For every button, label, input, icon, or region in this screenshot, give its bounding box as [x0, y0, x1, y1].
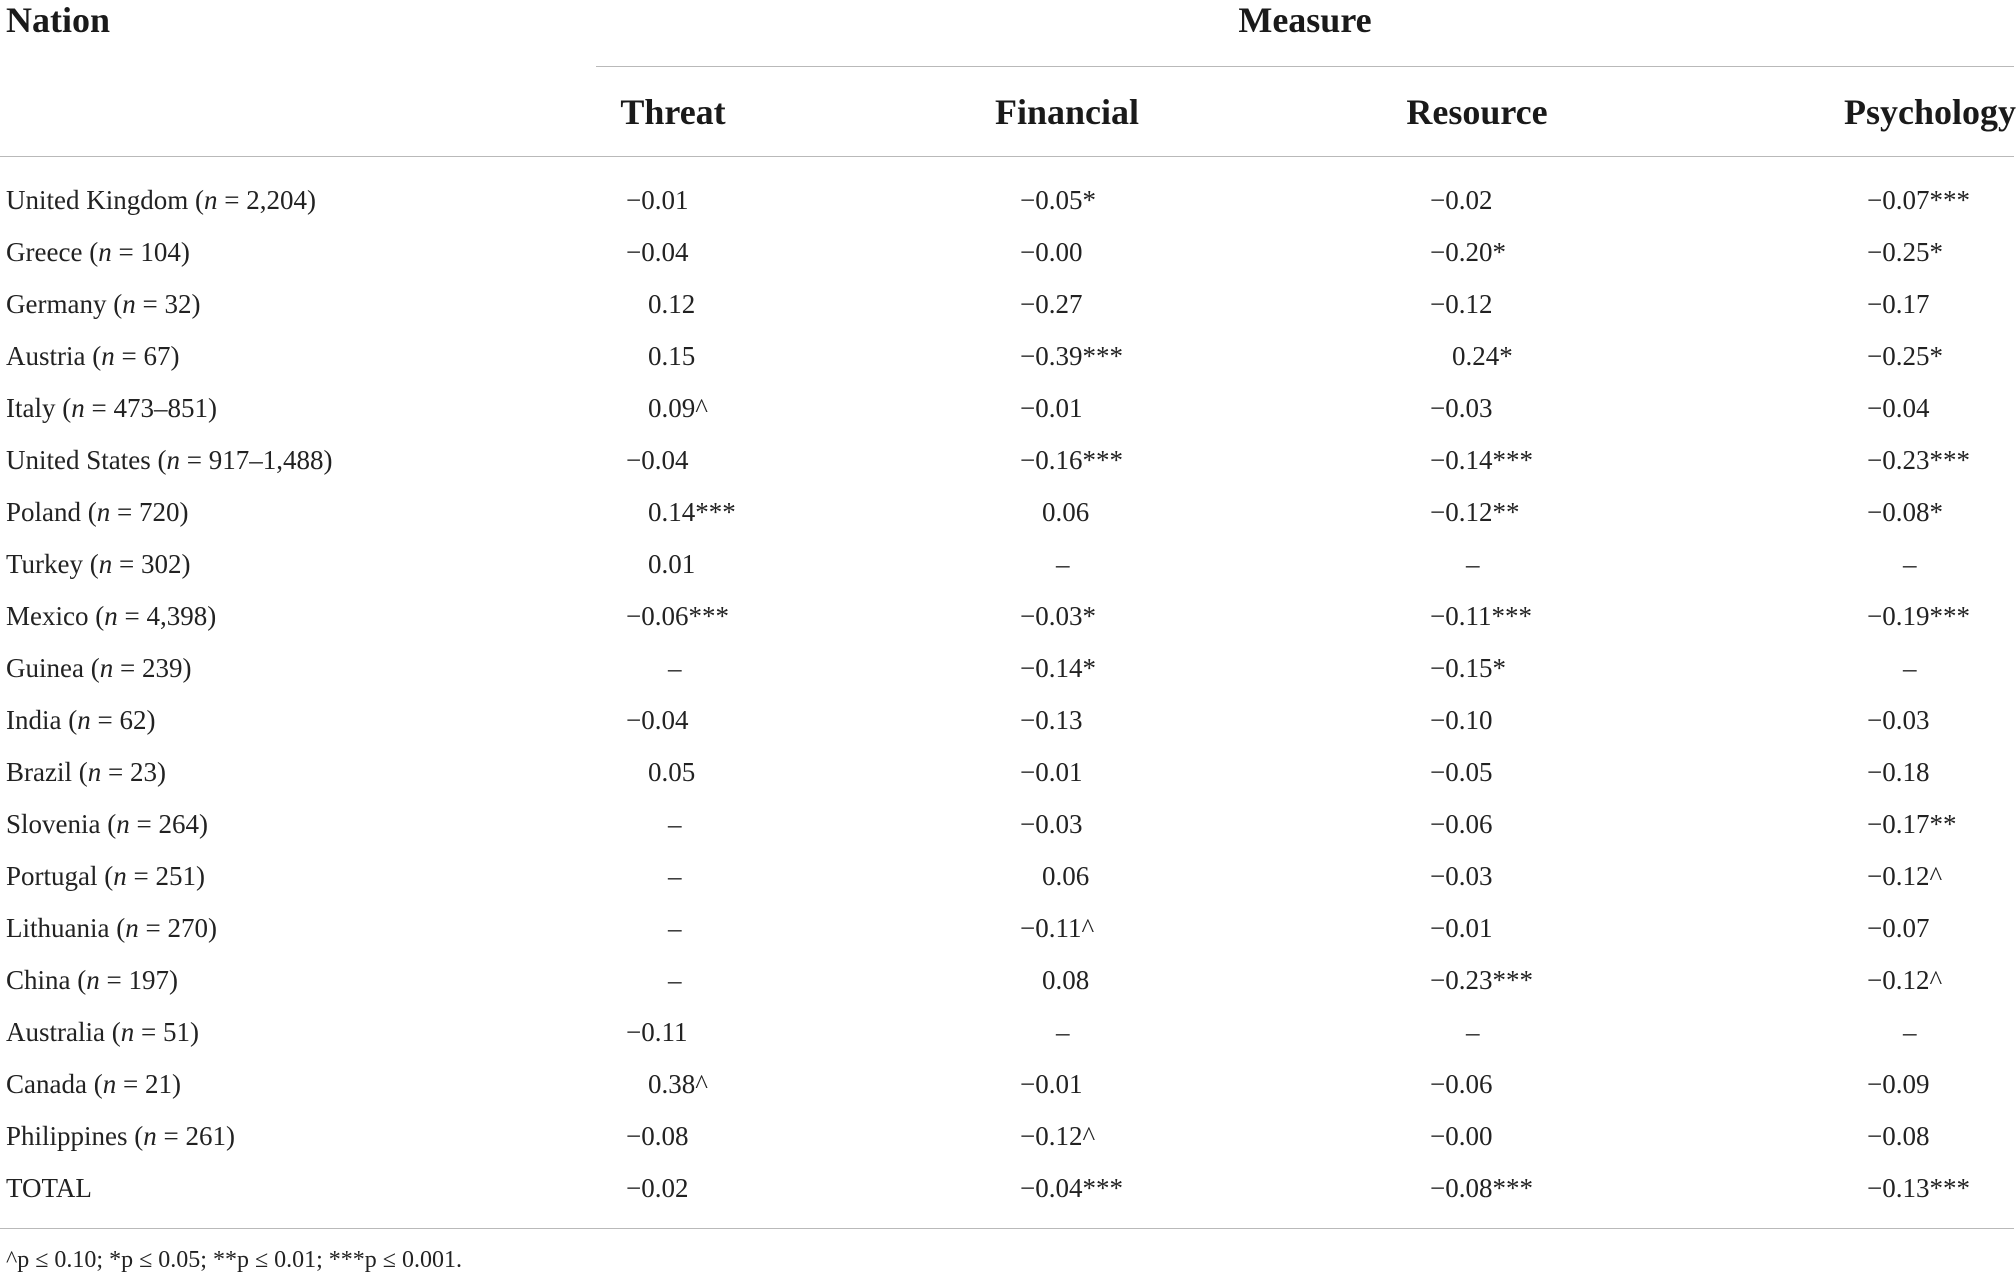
threat-value: −0.04 [626, 237, 689, 267]
table-row [0, 1010, 2016, 1062]
resource-value: −0.06 [1430, 1069, 1493, 1099]
sample-size-suffix: ) [189, 1017, 199, 1047]
nation-name: China [6, 965, 71, 995]
table-row [0, 1062, 2016, 1114]
nation-cell [6, 1166, 92, 1210]
nation-name: Lithuania [6, 913, 110, 943]
threat-value: 0.12 [648, 289, 696, 319]
sample-size: 197 [128, 965, 169, 995]
financial-value: −0.03* [1020, 601, 1096, 631]
nation-cell [6, 386, 217, 430]
sample-size-prefix: (n = [70, 965, 129, 995]
threat-value: −0.11 [626, 1017, 688, 1047]
financial-value: −0.16*** [1020, 445, 1123, 475]
sample-size: 720 [139, 497, 180, 527]
nation-name: India [6, 705, 62, 735]
psychology-value: −0.12^ [1867, 861, 1943, 891]
nation-name: Italy [6, 393, 56, 423]
sample-size: 32 [164, 289, 192, 319]
sample-size-suffix: ) [168, 965, 178, 995]
psychology-value: −0.13*** [1867, 1173, 1970, 1203]
resource-value: −0.03 [1430, 393, 1493, 423]
table-row [0, 854, 2016, 906]
sample-size: 51 [162, 1017, 190, 1047]
financial-value: – [1056, 549, 1070, 579]
sample-size-prefix: (n = [83, 653, 142, 683]
sample-size: 251 [155, 861, 196, 891]
table-row [0, 282, 2016, 334]
financial-value: −0.01 [1020, 393, 1083, 423]
threat-value: – [668, 965, 682, 995]
resource-value: −0.01 [1430, 913, 1493, 943]
sample-size: 302 [141, 549, 182, 579]
sample-size: 261 [185, 1121, 226, 1151]
resource-value: −0.00 [1430, 1121, 1493, 1151]
threat-value: 0.14*** [648, 497, 736, 527]
sample-size: 473–851 [113, 393, 208, 423]
threat-value: −0.04 [626, 705, 689, 735]
financial-value: −0.05* [1020, 185, 1096, 215]
financial-value: −0.00 [1020, 237, 1083, 267]
nation-name: Canada [6, 1069, 87, 1099]
table-row [0, 490, 2016, 542]
financial-value: −0.27 [1020, 289, 1083, 319]
nation-name: Portugal [6, 861, 98, 891]
resource-value: −0.08*** [1430, 1173, 1533, 1203]
nation-name: Brazil [6, 757, 72, 787]
sample-size: 104 [140, 237, 181, 267]
nation-name: Greece [6, 237, 83, 267]
nation-name: Austria [6, 341, 86, 371]
table-row [0, 230, 2016, 282]
resource-value: 0.24* [1452, 341, 1513, 371]
sample-size-suffix: ) [180, 237, 190, 267]
table-row [0, 386, 2016, 438]
nation-cell [6, 230, 190, 274]
psychology-value: −0.17** [1867, 809, 1957, 839]
threat-value: – [668, 861, 682, 891]
column-header-financial: Financial [994, 92, 1140, 132]
psychology-value: – [1903, 549, 1917, 579]
sample-size-suffix: ) [306, 185, 316, 215]
table-footnote [6, 1240, 462, 1280]
nation-name: Philippines [6, 1121, 128, 1151]
table-row [0, 438, 2016, 490]
table-row [0, 334, 2016, 386]
table-row [0, 698, 2016, 750]
threat-value: −0.06*** [626, 601, 729, 631]
sample-size: 917–1,488 [208, 445, 324, 475]
psychology-value: −0.17 [1867, 289, 1930, 319]
bottom-divider [0, 1228, 2014, 1229]
financial-value: −0.12^ [1020, 1121, 1096, 1151]
psychology-value: −0.04 [1867, 393, 1930, 423]
resource-value: −0.12 [1430, 289, 1493, 319]
nation-name: Poland [6, 497, 82, 527]
psychology-value: −0.25* [1867, 341, 1943, 371]
psychology-value: – [1903, 653, 1917, 683]
nation-cell [6, 646, 191, 690]
resource-value: −0.03 [1430, 861, 1493, 891]
sample-size-prefix: (n = [86, 1069, 145, 1099]
sample-size-prefix: (n = [109, 913, 168, 943]
table-body [0, 178, 2016, 1218]
psychology-value: −0.23*** [1867, 445, 1970, 475]
resource-value: −0.10 [1430, 705, 1493, 735]
nation-cell [6, 490, 189, 534]
psychology-value: −0.12^ [1867, 965, 1943, 995]
nation-cell [6, 906, 217, 950]
financial-value: −0.01 [1020, 1069, 1083, 1099]
nation-name: Turkey [6, 549, 84, 579]
nation-cell [6, 334, 179, 378]
sample-size-suffix: ) [195, 861, 205, 891]
sample-size: 239 [141, 653, 183, 683]
threat-value: −0.08 [626, 1121, 689, 1151]
psychology-value: −0.18 [1867, 757, 1930, 787]
nation-name: Guinea [6, 653, 84, 683]
nation-cell [6, 802, 208, 846]
table-row [0, 1166, 2016, 1218]
sample-size: 264 [158, 809, 199, 839]
nation-name: United Kingdom [6, 185, 189, 215]
resource-value: – [1466, 1017, 1480, 1047]
nation-name: TOTAL [6, 1173, 92, 1203]
threat-value: −0.01 [626, 185, 689, 215]
sample-size-prefix: (n = [81, 497, 139, 527]
psychology-value: −0.07 [1867, 913, 1930, 943]
table-row [0, 646, 2016, 698]
sample-size-prefix: (n = [88, 601, 147, 631]
threat-value: −0.02 [626, 1173, 689, 1203]
threat-value: – [668, 809, 682, 839]
sample-size: 270 [167, 913, 208, 943]
sample-size-prefix: (n = [150, 445, 209, 475]
column-header-psychology: Psychology [1843, 92, 2016, 132]
sample-size-prefix: (n = [100, 809, 159, 839]
nation-cell [6, 594, 216, 638]
sample-size-suffix: ) [156, 757, 166, 787]
table-row [0, 906, 2016, 958]
sample-size-suffix: ) [207, 601, 217, 631]
psychology-value: −0.09 [1867, 1069, 1930, 1099]
sample-size-suffix: ) [323, 445, 333, 475]
sample-size-suffix: ) [171, 1069, 181, 1099]
threat-value: 0.15 [648, 341, 696, 371]
nation-cell [6, 282, 200, 326]
threat-value: – [668, 913, 682, 943]
financial-value: −0.13 [1020, 705, 1083, 735]
table-row [0, 958, 2016, 1010]
financial-value: −0.39*** [1020, 341, 1123, 371]
financial-value: – [1056, 1017, 1070, 1047]
financial-value: 0.06 [1042, 861, 1090, 891]
nation-name: Slovenia [6, 809, 101, 839]
sample-size: 67 [143, 341, 171, 371]
threat-value: −0.04 [626, 445, 689, 475]
column-header-threat: Threat [620, 92, 726, 132]
sample-size-suffix: ) [146, 705, 156, 735]
threat-value: – [668, 653, 682, 683]
resource-value: −0.12** [1430, 497, 1520, 527]
psychology-value: −0.03 [1867, 705, 1930, 735]
nation-cell [6, 1114, 235, 1158]
financial-value: −0.11^ [1020, 913, 1095, 943]
header-measure: Measure [1238, 0, 1372, 40]
threat-value: 0.38^ [648, 1069, 708, 1099]
psychology-value: −0.07*** [1867, 185, 1970, 215]
sample-size-prefix: (n = [104, 1017, 163, 1047]
financial-value: −0.03 [1020, 809, 1083, 839]
psychology-value: – [1903, 1017, 1917, 1047]
sample-size: 4,398 [146, 601, 208, 631]
nation-name: Australia [6, 1017, 105, 1047]
sample-size: 62 [119, 705, 147, 735]
nation-cell [6, 854, 205, 898]
sample-size-suffix: ) [207, 393, 217, 423]
nation-cell [6, 958, 178, 1002]
resource-value: – [1466, 549, 1480, 579]
sample-size-prefix: (n = [61, 705, 120, 735]
nation-cell [6, 438, 332, 482]
sample-size: 23 [129, 757, 157, 787]
sample-size: 21 [144, 1069, 172, 1099]
sample-size-suffix: ) [170, 341, 180, 371]
psychology-value: −0.19*** [1867, 601, 1970, 631]
resource-value: −0.20* [1430, 237, 1506, 267]
nation-cell [6, 178, 316, 222]
table-row [0, 178, 2016, 230]
header-divider [0, 156, 2014, 157]
sample-size-suffix: ) [181, 549, 191, 579]
sample-size-suffix: ) [226, 1121, 235, 1151]
nation-cell [6, 1062, 181, 1106]
sample-size-suffix: ) [179, 497, 189, 527]
table-row [0, 542, 2016, 594]
sample-size-prefix: (n = [127, 1121, 186, 1151]
table-row [0, 802, 2016, 854]
resource-value: −0.23*** [1430, 965, 1533, 995]
sample-size: 2,204 [246, 185, 307, 215]
resource-value: −0.05 [1430, 757, 1493, 787]
resource-value: −0.11*** [1430, 601, 1532, 631]
nation-name: United States [6, 445, 151, 475]
threat-value: 0.01 [648, 549, 696, 579]
sample-size-prefix: (n = [97, 861, 156, 891]
financial-value: 0.08 [1042, 965, 1090, 995]
nation-cell [6, 542, 191, 586]
resource-value: −0.06 [1430, 809, 1493, 839]
resource-value: −0.15* [1430, 653, 1506, 683]
sample-size-suffix: ) [191, 289, 201, 319]
sample-size-prefix: (n = [83, 549, 142, 579]
threat-value: 0.05 [648, 757, 696, 787]
nation-name: Mexico [6, 601, 89, 631]
footnote-text: ^p ≤ 0.10; *p ≤ 0.05; **p ≤ 0.01; ***p ≤ 0.001. [6, 1247, 462, 1273]
sample-size-prefix: (n = [106, 289, 165, 319]
sample-size-suffix: ) [182, 653, 192, 683]
financial-value: −0.04*** [1020, 1173, 1123, 1203]
resource-value: −0.02 [1430, 185, 1493, 215]
sample-size-prefix: (n = [188, 185, 247, 215]
psychology-value: −0.25* [1867, 237, 1943, 267]
column-header-resource: Resource [1406, 92, 1548, 132]
nation-cell [6, 1010, 199, 1054]
table-row [0, 1114, 2016, 1166]
table-row [0, 594, 2016, 646]
resource-value: −0.14*** [1430, 445, 1533, 475]
sample-size-prefix: (n = [85, 341, 144, 371]
measure-divider [596, 66, 2014, 67]
sample-size-prefix: (n = [71, 757, 130, 787]
sample-size-suffix: ) [198, 809, 208, 839]
threat-value: 0.09^ [648, 393, 708, 423]
sample-size-suffix: ) [207, 913, 217, 943]
nation-name: Germany [6, 289, 107, 319]
nation-cell [6, 750, 166, 794]
financial-value: −0.01 [1020, 757, 1083, 787]
nation-cell [6, 698, 155, 742]
psychology-value: −0.08* [1867, 497, 1943, 527]
sample-size-prefix: (n = [55, 393, 114, 423]
table-row [0, 750, 2016, 802]
financial-value: 0.06 [1042, 497, 1090, 527]
financial-value: −0.14* [1020, 653, 1096, 683]
sample-size-prefix: (n = [82, 237, 141, 267]
psychology-value: −0.08 [1867, 1121, 1930, 1151]
header-nation: Nation [6, 0, 111, 40]
